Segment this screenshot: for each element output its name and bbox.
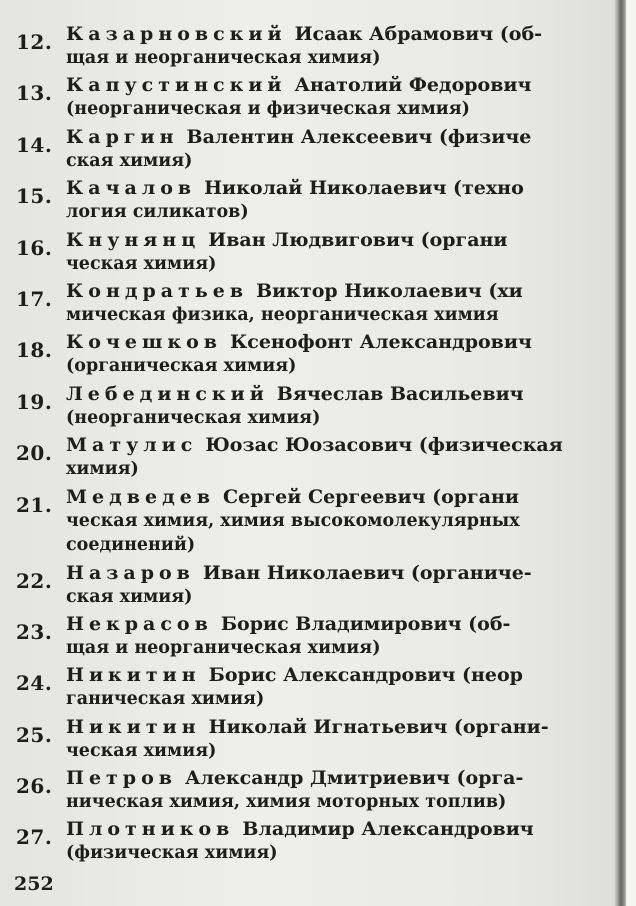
entry-surname: Лебединский (66, 382, 269, 405)
entry-number: 23. (16, 619, 53, 644)
entry-surname: Никитин (66, 715, 201, 738)
list-item (16, 176, 614, 227)
list-item (16, 22, 614, 73)
entry-continuation: (неорганическая химия) (66, 407, 321, 428)
page-edge (626, 0, 636, 906)
entry-surname: Кондратьев (66, 279, 249, 302)
entry-continuation: соединений) (66, 534, 196, 555)
entry-number: 27. (16, 825, 53, 850)
entry-continuation: химия) (66, 459, 139, 480)
entry-surname: Медведев (66, 485, 216, 508)
entry-surname: Капустинский (66, 74, 287, 97)
entry-name: Николай Николаевич (техно (204, 177, 524, 200)
entry-surname: Каргин (66, 125, 179, 148)
entry-surname: Кнунянц (66, 228, 201, 251)
entry-name: Валентин Алексеевич (физиче (186, 125, 532, 148)
entry-surname: Никитин (66, 664, 201, 687)
entry-continuation: ская химия) (66, 586, 193, 607)
list-item (16, 663, 614, 714)
entry-continuation: ганическая химия) (66, 689, 265, 710)
entry-name: Николай Игнатьевич (органи- (208, 715, 549, 738)
entry-name: Ксенофонт Александрович (229, 331, 532, 354)
entry-continuation: мическая физика, неорганическая химия (66, 304, 499, 325)
entry-name: Юозас Юозасович (физическая (205, 434, 563, 457)
list-item (16, 330, 614, 381)
entry-number: 22. (16, 568, 53, 593)
entry-continuation: (неорганическая и физическая химия) (66, 99, 470, 120)
list-item (16, 612, 614, 663)
entry-number: 14. (16, 132, 53, 157)
entry-number: 25. (16, 722, 53, 747)
entry-name: Владимир Александрович (242, 818, 534, 841)
list-item (16, 382, 614, 433)
entry-number: 13. (16, 81, 53, 106)
entry-continuation: ческая химия) (66, 253, 217, 274)
entry-surname: Казарновский (66, 23, 287, 45)
entry-number: 12. (16, 30, 53, 54)
entry-number: 18. (16, 338, 53, 363)
entry-surname: Кочешков (66, 331, 222, 354)
entry-continuation: (физическая химия) (66, 843, 278, 864)
entry-continuation: ческая химия) (66, 740, 217, 761)
list-item (16, 433, 614, 484)
entry-name: Виктор Николаевич (хи (256, 279, 523, 302)
entry-number: 21. (16, 492, 53, 517)
list-item (16, 125, 614, 176)
entry-number: 26. (16, 774, 53, 799)
list-item (16, 561, 614, 612)
entry-continuation: (органическая химия) (66, 356, 297, 377)
entry-name: Иван Людвигович (органи (208, 228, 508, 251)
list-item (16, 73, 614, 124)
entry-surname: Плотников (66, 818, 235, 841)
entry-name: Исаак Абрамович (об- (294, 23, 543, 45)
entry-surname: Назаров (66, 561, 195, 584)
page-number: 252 (14, 873, 54, 895)
entry-continuation: логия силикатов) (66, 202, 249, 223)
entry-surname: Петров (66, 767, 177, 790)
member-list (16, 22, 614, 869)
list-item (16, 766, 614, 817)
entry-surname: Качалов (66, 177, 197, 200)
list-item (16, 485, 614, 561)
entry-continuation: ская химия) (66, 150, 193, 171)
entry-continuation: щая и неорганическая химия) (66, 48, 381, 68)
entry-surname: Матулис (66, 434, 198, 457)
entry-name: Борис Александрович (неор (208, 664, 523, 687)
entry-name: Александр Дмитриевич (орга- (184, 767, 524, 790)
entry-number: 15. (16, 184, 53, 209)
entry-name: Сергей Сергеевич (органи (223, 485, 519, 508)
list-item (16, 715, 614, 766)
list-item (16, 279, 614, 330)
entry-name: Вячеслав Васильевич (276, 382, 524, 405)
entry-name: Анатолий Федорович (294, 74, 532, 97)
entry-number: 24. (16, 671, 53, 696)
entry-number: 16. (16, 235, 53, 260)
entry-number: 17. (16, 286, 53, 311)
entry-number: 20. (16, 441, 53, 466)
entry-number: 19. (16, 389, 53, 414)
list-item (16, 817, 614, 868)
entry-continuation: ческая химия, химия высокомолекулярных (66, 510, 520, 531)
list-item (16, 228, 614, 279)
entry-continuation: ническая химия, химия моторных топлив) (66, 792, 507, 813)
entry-continuation: щая и неорганическая химия) (66, 637, 381, 658)
entry-surname: Некрасов (66, 612, 213, 635)
entry-name: Борис Владимирович (об- (220, 612, 511, 635)
entry-name: Иван Николаевич (органиче- (202, 561, 532, 584)
page-fold-shadow (614, 0, 626, 906)
